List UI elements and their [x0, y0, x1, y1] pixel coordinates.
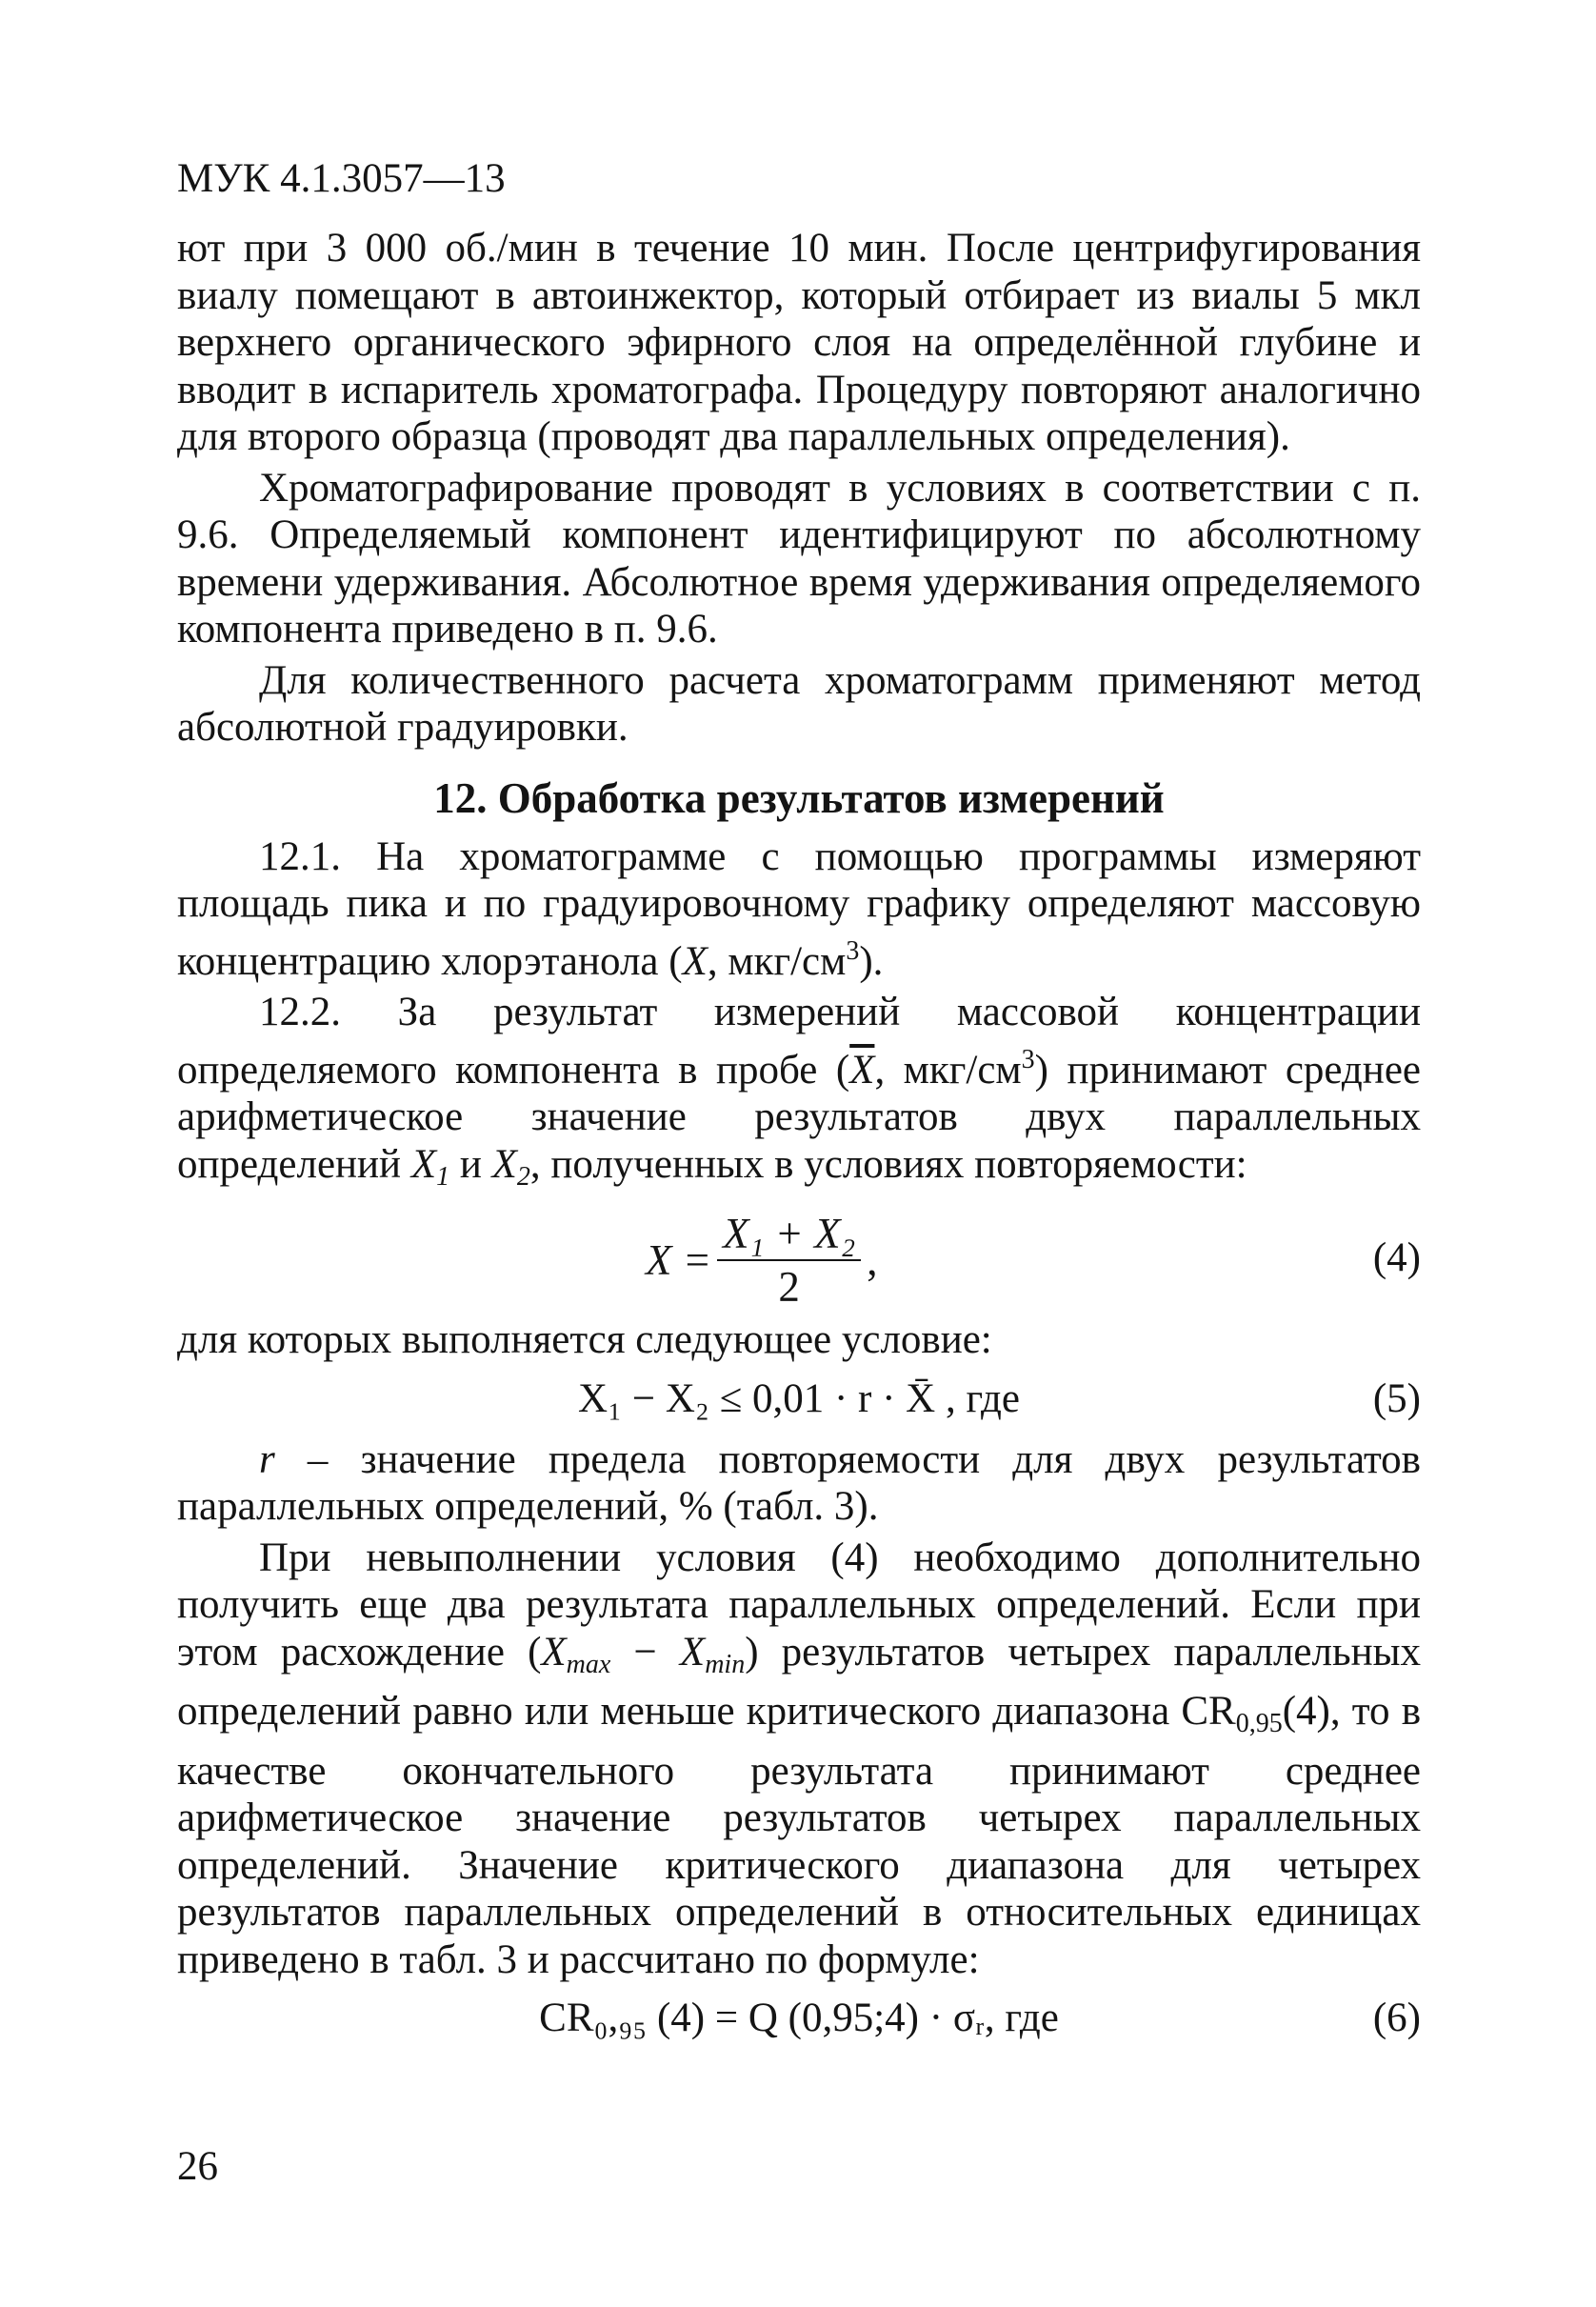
eq4-number: (4)	[1372, 1235, 1421, 1280]
eq4-denominator: 2	[778, 1263, 800, 1311]
p8-cr-sub: 0,95	[1235, 1709, 1283, 1738]
p4-exp: 3	[846, 935, 860, 966]
p8-minus: −	[610, 1629, 680, 1675]
paragraph-r-definition	[177, 1436, 1421, 1531]
equation-4	[177, 1204, 1421, 1316]
eq4-tail: ,	[867, 1236, 878, 1284]
p5-text-a: 12.2. За результат измерений массовой концентрации определяемого компонента в пробе (	[177, 990, 1421, 1093]
p5-xbar: $\overline{X}$	[849, 1047, 875, 1093]
eq4-numerator: X₁ + X₂	[723, 1210, 856, 1257]
p4-text-a: 12.1. На хроматограмме с помощью программы измеряют площадь пика и по градуировочному графику определяют массовую концентрацию хлорэтанола (	[177, 833, 1421, 984]
p5-text-d: , полученных в условиях повторяемости:	[529, 1141, 1247, 1187]
eq5-number: (5)	[1372, 1375, 1421, 1421]
p8-max: max	[566, 1649, 611, 1679]
p8-text-b: ) результатов четырех параллельных определений равно или меньше критического диапазона CR	[177, 1629, 1421, 1734]
equation-5	[177, 1368, 1421, 1436]
eq5-text: X₁ − X₂ ≤ 0,01 · r · X̄ , где	[578, 1375, 1020, 1421]
p8-min: min	[705, 1649, 746, 1679]
section-heading: 12. Обработка результатов измерений	[433, 773, 1165, 822]
eq4-fraction	[717, 1208, 861, 1313]
document-page	[177, 152, 1421, 2248]
eq6-number: (6)	[1372, 1996, 1421, 2040]
p5-x1: X	[410, 1141, 437, 1187]
p5-i1: 1	[436, 1161, 450, 1192]
paragraph-calibration: Для количественного расчета хроматограмм применяют метод абсолютной градуировки.	[177, 657, 1421, 750]
p8-xmin: X	[679, 1629, 706, 1675]
paragraph-centrifuge: ют при 3 000 об./мин в течение 10 мин. После центрифугирования виалу помещают в автоинжектор, который отбирает из виалы 5 мкл верхнего органического эфирного слоя на определённой глубине и вводит в испаритель хроматографа. Процедуру повторяют аналогично для второго образца (проводят два параллельных определения).	[177, 226, 1421, 459]
p7-text: – значение предела повторяемости для двух результатов параллельных определений, % (табл. 3).	[177, 1436, 1421, 1529]
p7-r: r	[259, 1436, 275, 1482]
paragraph-12-1	[177, 833, 1421, 986]
p5-x2: X	[491, 1141, 517, 1187]
equation-4-body	[646, 1204, 878, 1316]
p5-text-b: , мкг/см	[874, 1047, 1022, 1093]
p8-text-c: (4), то в качестве окончательного результата принимают среднее арифметическое значение результатов четырех параллельных определений. Значение критического диапазона для четырех результатов параллельных определений в относительных единицах приведено в табл. 3 и рассчитано по формуле:	[177, 1689, 1421, 1982]
paragraph-additional-results	[177, 1535, 1421, 1984]
p8-text-a: При невыполнении условия (4) необходимо дополнительно получить еще два результата параллельных определений. Если при этом расхождение (	[177, 1535, 1421, 1675]
p4-text-b: , мкг/см	[707, 938, 847, 984]
p8-xmax: X	[541, 1629, 567, 1675]
equation-6	[177, 1987, 1421, 2056]
p5-i2: 2	[516, 1161, 530, 1192]
p5-text-c: ) принимают среднее арифметическое значение результатов двух параллельных определений	[177, 1047, 1421, 1187]
p5-and: и	[449, 1141, 492, 1187]
paragraph-12-2	[177, 989, 1421, 1200]
paragraph-condition: для которых выполняется следующее условие:	[177, 1317, 992, 1362]
eq6-text: CR₀,₉₅ (4) = Q (0,95;4) · σᵣ, где	[539, 1996, 1059, 2040]
p5-exp: 3	[1021, 1044, 1035, 1074]
document-code-header: МУК 4.1.3057—13	[177, 156, 506, 201]
p4-x: X	[682, 938, 708, 984]
paragraph-chromatography: Хроматографирование проводят в условиях в соответствии с п. 9.6. Определяемый компонент идентифицируют по абсолютному времени удерживания. Абсолютное время удерживания определяемого компонента приведено в п. 9.6.	[177, 465, 1421, 652]
p4-text-c: ).	[859, 938, 884, 984]
page-number: 26	[177, 2144, 218, 2189]
eq4-lhs: X =	[646, 1236, 712, 1284]
